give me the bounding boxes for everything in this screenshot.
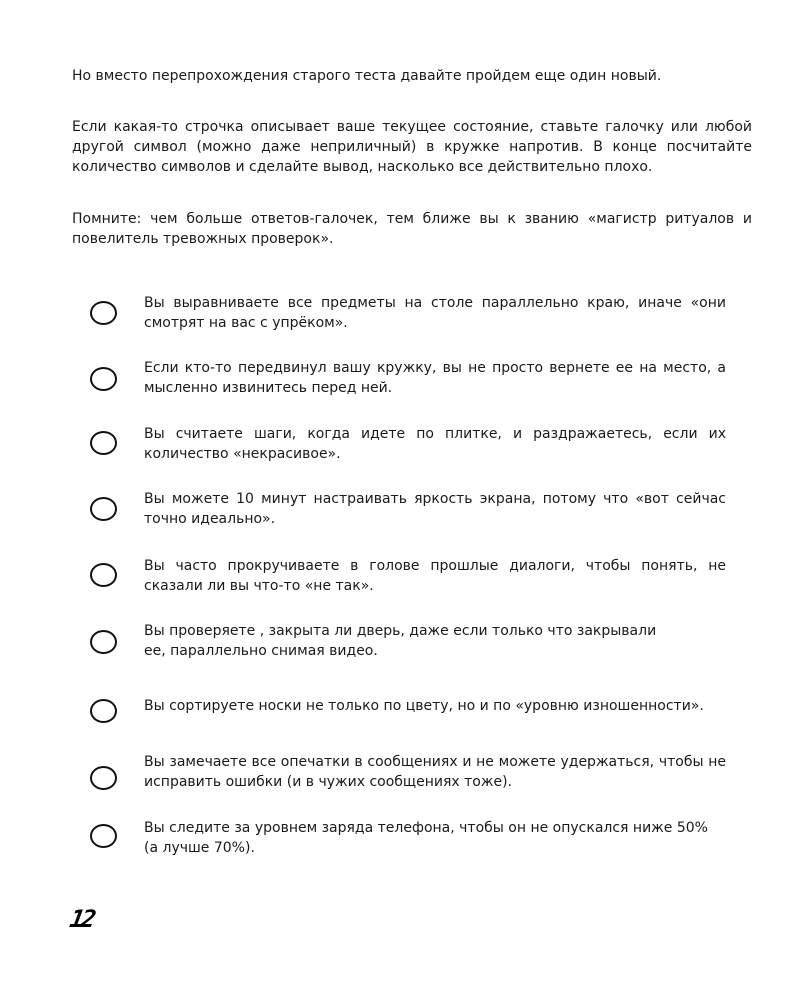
checkbox-circle[interactable] xyxy=(90,824,117,848)
checkbox-circle[interactable] xyxy=(90,367,117,391)
checklist-item-text: Вы считаете шаги, когда идете по плитке, и раздражаетесь, если их количество «некрасивое». xyxy=(144,426,726,462)
checklist-item xyxy=(0,556,800,600)
checklist-item xyxy=(0,293,800,337)
checkbox-circle[interactable] xyxy=(90,431,117,455)
checkbox-circle[interactable] xyxy=(90,630,117,654)
checkbox-circle[interactable] xyxy=(90,563,117,587)
reminder-paragraph: Помните: чем больше ответов-галочек, тем ближе вы к званию «магистр ритуалов и повелитель тревожных проверок». xyxy=(72,211,752,247)
checklist-item-text: Вы проверяете , закрыта ли дверь, даже если только что закрывали ее, параллельно снимая видео. xyxy=(144,623,657,659)
checklist-item xyxy=(0,489,800,533)
checklist-item-text: Вы выравниваете все предметы на столе параллельно краю, иначе «они смотрят на вас с упрёком». xyxy=(144,295,726,331)
page-number: 12 xyxy=(67,905,96,933)
checklist-item xyxy=(0,818,800,862)
checkbox-circle[interactable] xyxy=(90,766,117,790)
checklist-item xyxy=(0,424,800,468)
checklist-item-text: Если кто-то передвинул вашу кружку, вы не просто вернете ее на место, а мысленно извинитесь перед ней. xyxy=(144,360,726,396)
checklist-item-text: Вы сортируете носки не только по цвету, но и по «уровню изношенности». xyxy=(144,698,704,714)
instructions-paragraph: Если какая-то строчка описывает ваше текущее состояние, ставьте галочку или любой другой символ (можно даже неприличный) в кружке напротив. В конце посчитайте количество символов и сделайте вывод, насколько все действительно плохо. xyxy=(72,119,752,175)
checkbox-circle[interactable] xyxy=(90,699,117,723)
intro-line: Но вместо перепрохождения старого теста давайте пройдем еще один новый. xyxy=(72,68,662,84)
checklist-item-text: Вы замечаете все опечатки в сообщениях и не можете удержаться, чтобы не исправить ошибки (и в чужих сообщениях тоже). xyxy=(144,754,726,790)
checklist-item xyxy=(0,752,800,796)
checkbox-circle[interactable] xyxy=(90,497,117,521)
checklist-item xyxy=(0,621,800,665)
checkbox-circle[interactable] xyxy=(90,301,117,325)
checklist-item-text: Вы можете 10 минут настраивать яркость экрана, потому что «вот сейчас точно идеально». xyxy=(144,491,726,527)
checklist-item xyxy=(0,696,800,740)
checklist-item-text: Вы следите за уровнем заряда телефона, чтобы он не опускался ниже 50% (а лучше 70%). xyxy=(144,820,708,856)
checklist-item xyxy=(0,358,800,402)
checklist-item-text: Вы часто прокручиваете в голове прошлые диалоги, чтобы понять, не сказали ли вы что-то «не так». xyxy=(144,558,726,594)
